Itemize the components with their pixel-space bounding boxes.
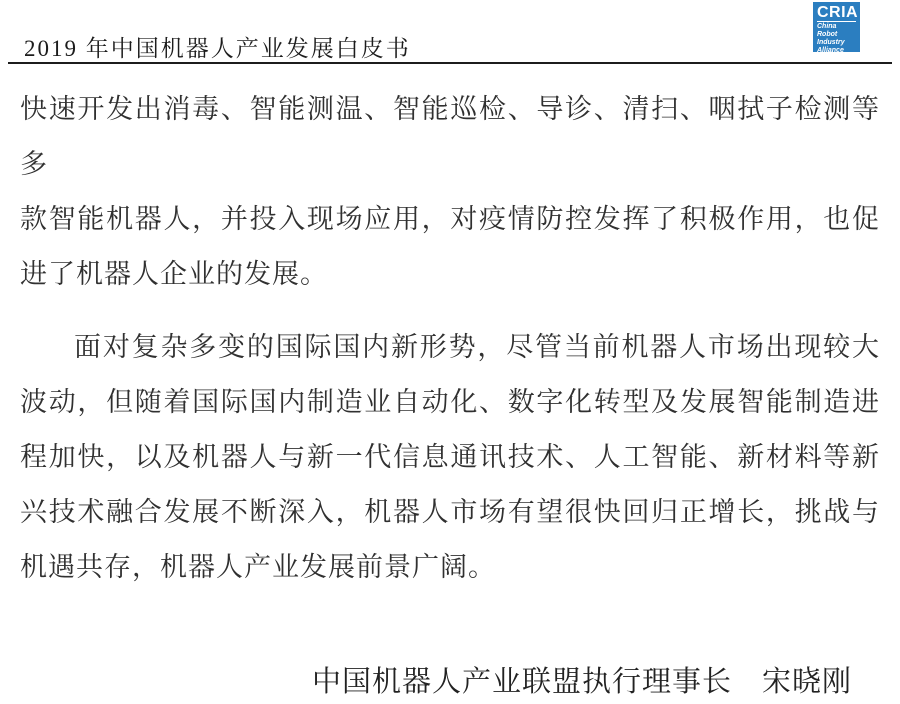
text-line: 面对复杂多变的国际国内新形势，尽管当前机器人市场出现较大 — [74, 332, 880, 362]
logo-subtext-line: Industry — [817, 39, 845, 46]
text-line: 兴技术融合发展不断深入，机器人市场有望很快回归正增长，挑战与 — [20, 497, 880, 527]
logo-subtext-line: China — [817, 23, 837, 30]
page-header — [0, 0, 900, 64]
cria-logo — [813, 2, 860, 52]
paragraph-2 — [20, 320, 880, 595]
text-line: 波动，但随着国际国内制造业自动化、数字化转型及发展智能制造进 — [20, 387, 880, 417]
paragraph-1 — [20, 82, 880, 302]
header-rule — [8, 62, 892, 64]
logo-subtext-line: Alliance — [817, 47, 844, 52]
text-line: 款智能机器人，并投入现场应用，对疫情防控发挥了积极作用，也促 — [20, 204, 880, 234]
text-line: 机遇共存，机器人产业发展前景广阔。 — [20, 552, 496, 582]
signature-line: 中国机器人产业联盟执行理事长 宋晓刚 — [311, 666, 852, 698]
text-line: 程加快，以及机器人与新一代信息通讯技术、人工智能、新材料等新 — [20, 442, 880, 472]
text-line: 进了机器人企业的发展。 — [20, 259, 328, 289]
document-body — [0, 82, 900, 704]
document-title: 2019 年中国机器人产业发展白皮书 — [24, 36, 411, 61]
text-line: 快速开发出消毒、智能测温、智能巡检、导诊、清扫、咽拭子检测等多 — [20, 94, 880, 179]
logo-acronym: CRIA — [817, 4, 859, 21]
logo-subtext-line: Robot — [817, 31, 838, 38]
